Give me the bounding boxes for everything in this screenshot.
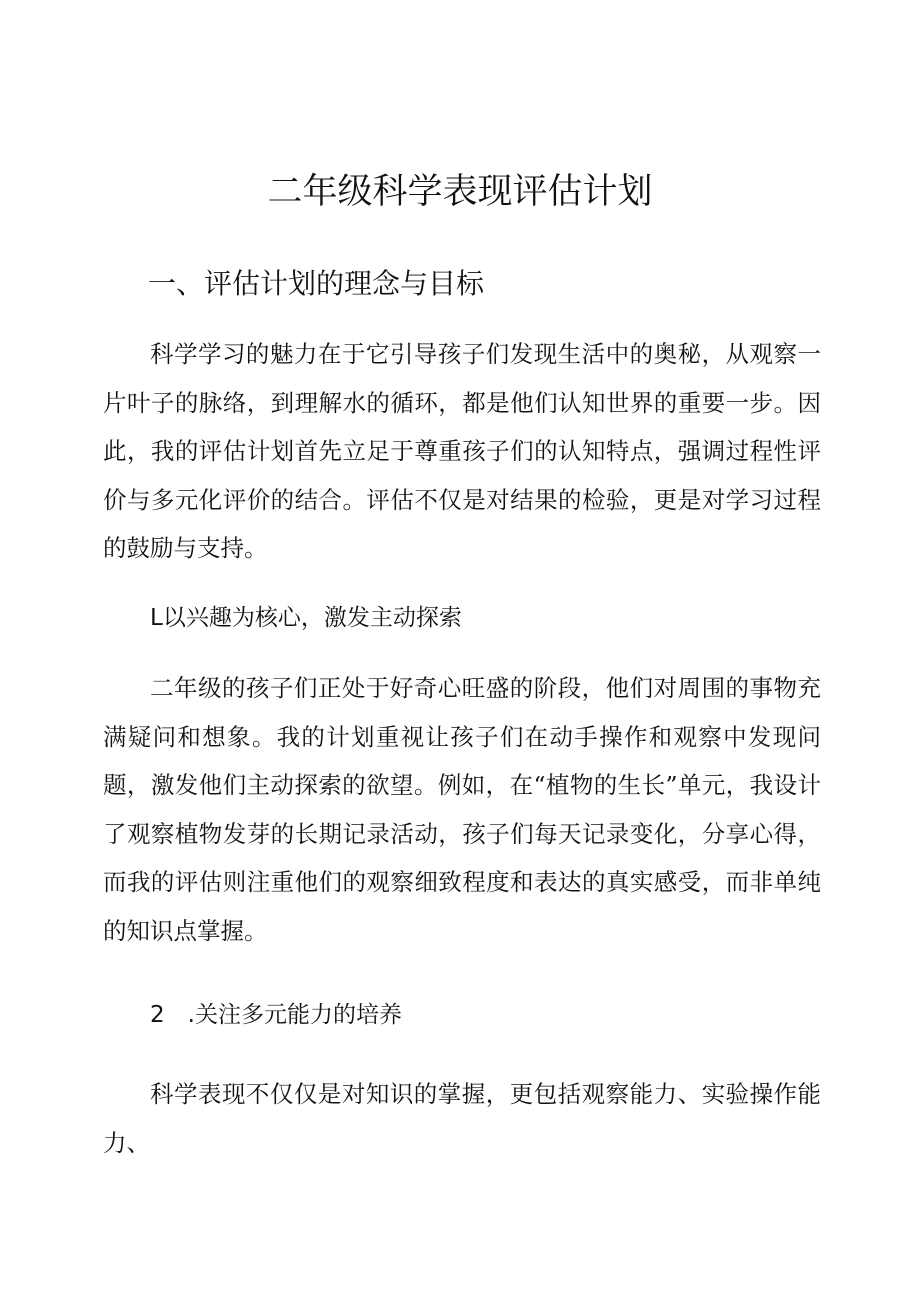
- interest-core-paragraph: 二年级的孩子们正处于好奇心旺盛的阶段，他们对周围的事物充满疑问和想象。我的计划重视让孩子们在动手操作和观察中发现问题，激发他们主动探索的欲望。例如，在“植物的生长”单元，我设计了观察植物发芽的长期记录活动，孩子们每天记录变化，分享心得，而我的评估则注重他们的观察细致程度和表达的真实感受，而非单纯的知识点掌握。: [103, 674, 821, 945]
- section-heading-philosophy-goals: 一、评估计划的理念与目标: [148, 267, 485, 300]
- intro-paragraph: 科学学习的魅力在于它引导孩子们发现生活中的奥秘，从观察一片叶子的脉络，到理解水的循环，都是他们认知世界的重要一步。因此，我的评估计划首先立足于尊重孩子们的认知特点，强调过程性评价与多元化评价的结合。评估不仅是对结果的检验，更是对学习过程的鼓励与支持。: [103, 340, 821, 563]
- subheading-multiple-abilities: 2 .关注多元能力的培养: [150, 1002, 402, 1028]
- document-title: 二年级科学表现评估计划: [267, 172, 653, 212]
- multiple-abilities-paragraph: 科学表现不仅仅是对知识的掌握，更包括观察能力、实验操作能力、: [103, 1080, 821, 1157]
- subheading-interest-core: L以兴趣为核心，激发主动探索: [150, 605, 462, 631]
